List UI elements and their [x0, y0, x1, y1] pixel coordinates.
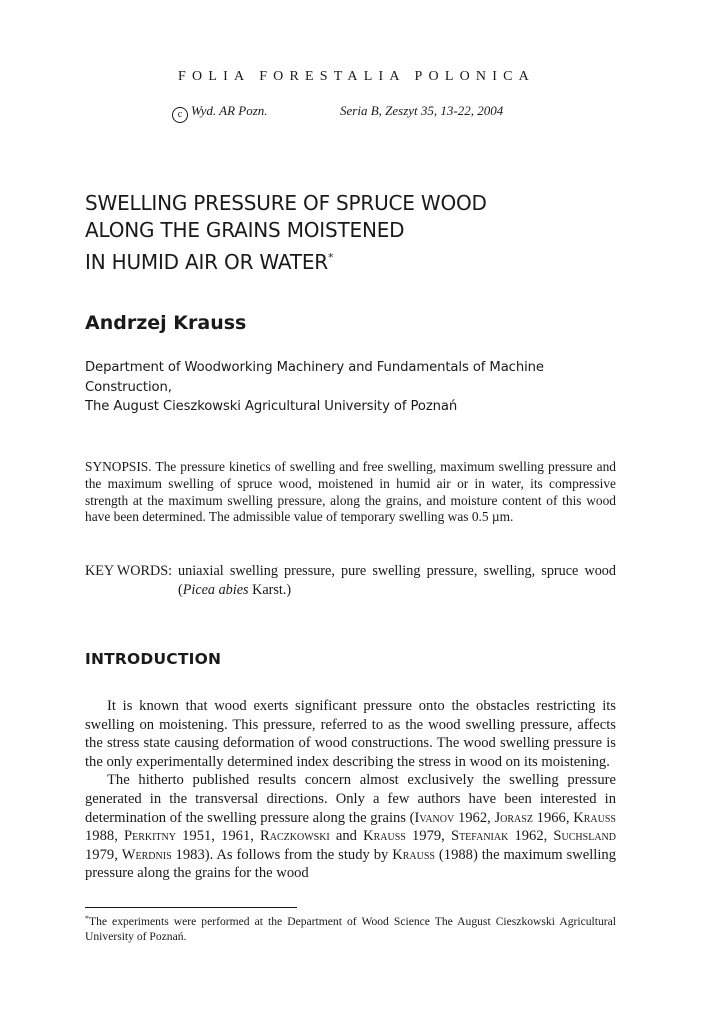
journal-name: FOLIA FORESTALIA POLONICA [178, 69, 535, 84]
publisher: Wyd. AR Pozn. [191, 103, 268, 118]
citation-author: Ivanov [414, 809, 455, 826]
citation-author: Krauss [363, 828, 406, 845]
copyright-symbol: c [172, 107, 188, 123]
citation-author: Suchsland [553, 828, 616, 845]
affiliation-line-1: Department of Woodworking Machinery and Fundamentals of Machine Construction, [85, 360, 544, 395]
synopsis [85, 459, 616, 526]
keywords-text-after: Karst.) [252, 581, 292, 598]
p2-text: 1979, [405, 828, 451, 845]
series-info: Seria B, Zeszyt 35, 13-22, 2004 [340, 103, 504, 118]
publication-info [172, 103, 532, 123]
synopsis-text: The pressure kinetics of swelling and free swelling, maximum swelling pressure and the maximum swelling of spruce wood, moistened in humid air or in water, its compressive strength at the maximum swelling pressure, along the grains, and moisture content of this wood have been determined. The admissible value of temporary swelling was 0.5 µm. [85, 459, 617, 525]
title-line-1: SWELLING PRESSURE OF SPRUCE WOOD [85, 191, 487, 215]
keywords-text-before: uniaxial swelling pressure, pure swelling pressure, swelling, spruce wood ( [178, 563, 616, 598]
keywords [85, 562, 616, 599]
affiliation-line-2: The August Cieszkowski Agricultural University of Poznań [85, 399, 458, 414]
p2-text: 1966, [532, 809, 574, 826]
footnote [85, 911, 616, 944]
synopsis-label: SYNOPSIS. [85, 459, 152, 474]
citation-author: Stefaniak [450, 828, 509, 845]
keywords-text [178, 562, 616, 599]
p2-text: and [329, 828, 364, 845]
article-title [85, 190, 645, 276]
keywords-species: Picea abies [182, 581, 249, 598]
citation-author: Raczkowski [260, 828, 330, 845]
citation-author: Jorasz [494, 809, 533, 826]
p2-text: The hitherto published results concern almost exclusively the swelling pressure generated in the transversal directions. Only a few authors have been interested in determination of the swelling pressure along the grains ( [85, 772, 616, 826]
footnote-text: The experiments were performed at the Department of Wood Science The August Cieszkowski Agricultural University of Poznań. [85, 915, 616, 944]
affiliation [85, 358, 625, 417]
paragraph-2 [85, 771, 616, 883]
p2-text: 1951, 1961, [175, 828, 261, 845]
footnote-mark: * [85, 914, 89, 923]
p2-text: 1979, [85, 846, 122, 863]
p2-text: 1962, [508, 828, 554, 845]
citation-author: Krauss [573, 809, 616, 826]
title-line-2: ALONG THE GRAINS MOISTENED [85, 218, 405, 242]
paragraph-1: It is known that wood exerts significant pressure onto the obstacles restricting its swelling on moistening. This pressure, referred to as the wood swelling pressure, affects the stress state causing deformation of wood constructions. The wood swelling pressure is the only experimentally determined index describing the stress in wood on its moistening. [85, 698, 616, 770]
p2-text: (1988) the maximum swelling pressure along the grains for the wood [85, 846, 617, 882]
p2-text: 1983). As follows from the study by [171, 846, 393, 863]
author-name: Andrzej Krauss [85, 312, 247, 334]
section-heading: INTRODUCTION [85, 650, 222, 668]
p2-text: 1988, [85, 828, 124, 845]
citation-author: Perkitny [123, 828, 176, 845]
p2-text: 1962, [454, 809, 495, 826]
title-footnote-mark: * [328, 251, 334, 264]
title-line-3: IN HUMID AIR OR WATER [85, 250, 328, 274]
body-text [85, 697, 616, 883]
keywords-label: KEY WORDS: [85, 563, 173, 579]
citation-author: Krauss [392, 846, 435, 863]
citation-author: Werdnis [121, 846, 172, 863]
footnote-rule [85, 907, 297, 908]
